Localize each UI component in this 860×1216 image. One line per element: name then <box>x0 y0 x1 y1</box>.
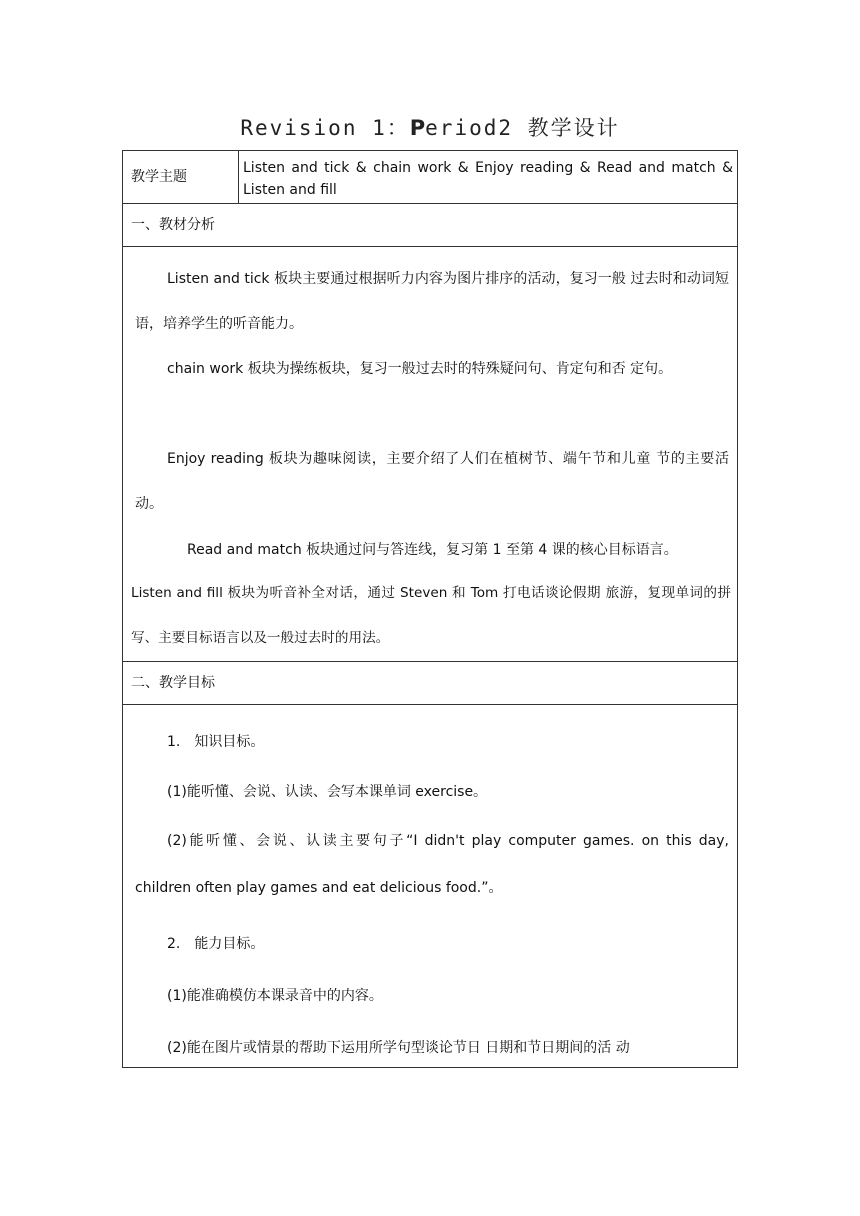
objective-knowledge: 1. 知识目标。 <box>167 734 265 750</box>
objective-ability-2: (2)能在图片或情景的帮助下运用所学句型谈论节日 日期和节日期间的活 动 <box>167 1040 630 1056</box>
topic-label: 教学主题 <box>123 151 239 203</box>
objective-ability: 2. 能力目标。 <box>167 936 265 952</box>
section-heading-materials: 一、教材分析 <box>123 203 737 247</box>
materials-paragraph-5: Listen and fill 板块为听音补全对话，通过 Steven 和 Tom 打电话谈论假期 旅游，复现单词的拼写、主要目标语言以及一般过去时的用法。 <box>131 585 731 646</box>
topic-value: Listen and tick & chain work & Enjoy reading & Read and match & Listen and fill <box>243 160 733 198</box>
objective-knowledge-2: (2)能听懂、会说、认读主要句子“I didn't play computer games. on this day, children often play games and eat delicious food.”。 <box>135 833 729 896</box>
lesson-table <box>122 150 738 1068</box>
section-heading-objectives: 二、教学目标 <box>123 661 737 705</box>
topic-row <box>123 151 737 204</box>
document-title: Revision 1：Period2 教学设计 <box>240 116 620 140</box>
materials-paragraph-2: chain work 板块为操练板块，复习一般过去时的特殊疑问句、肯定句和否 定句。 <box>167 361 673 377</box>
materials-paragraph-3: Enjoy reading 板块为趣味阅读，主要介绍了人们在植树节、端午节和儿童 节的主要活动。 <box>135 451 729 512</box>
objective-knowledge-1: (1)能听懂、会说、认读、会写本课单词 exercise。 <box>167 784 488 800</box>
materials-paragraph-4: Read and match 板块通过问与答连线，复习第 1 至第 4 课的核心目标语言。 <box>187 542 678 558</box>
materials-paragraph-1: Listen and tick 板块主要通过根据听力内容为图片排序的活动，复习一般 过去时和动词短语，培养学生的听音能力。 <box>135 271 729 332</box>
objective-ability-1: (1)能准确模仿本课录音中的内容。 <box>167 988 383 1004</box>
